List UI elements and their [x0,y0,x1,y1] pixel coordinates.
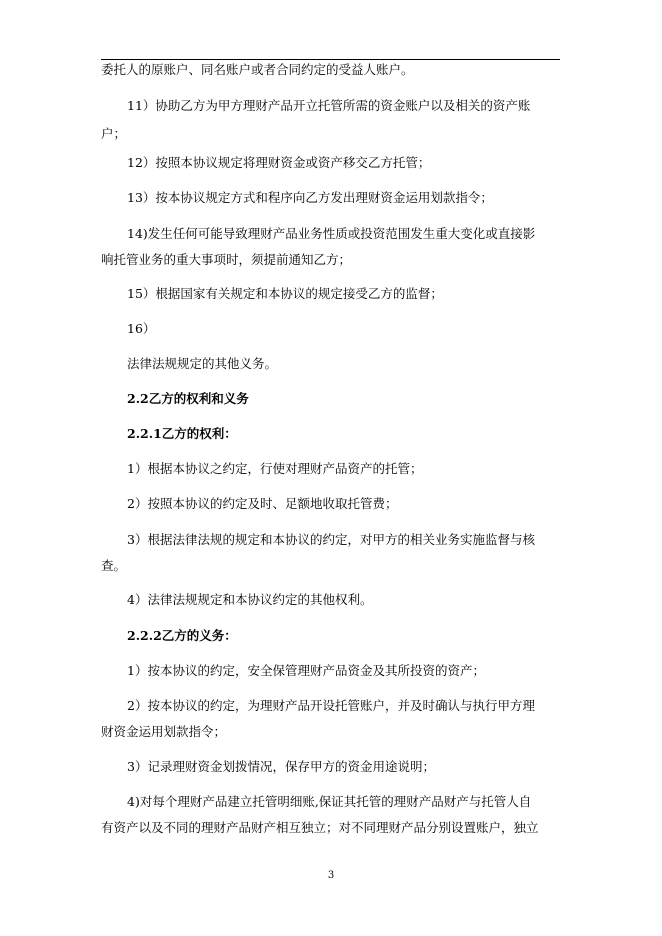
text-line-duty-2: 2）按本协议的约定，为理财产品开设托管账户，并及时确认与执行甲方理 [127,698,535,713]
page-number: 3 [327,870,335,881]
text-line-item-16: 16） [127,321,156,336]
text-line-item-11-cont: 户； [101,126,127,141]
section-heading-2-2: 2.2乙方的权利和义务 [127,391,249,406]
text-line-item-15: 15）根据国家有关规定和本协议的规定接受乙方的监督； [127,286,443,301]
text-line-duty-4-cont: 有资产以及不同的理财产品财产相互独立；对不同理财产品分别设置账户，独立 [101,820,539,835]
text-line-right-2: 2）按照本协议的约定及时、足额地收取托管费； [127,496,398,511]
text-line-continuation: 委托人的原账户、同名账户或者合同约定的受益人账户。 [101,62,414,77]
text-line-duty-4: 4)对每个理财产品建立托管明细账,保证其托管的理财产品财产与托管人自 [127,794,532,809]
text-line-item-12: 12）按照本协议规定将理财资金或资产移交乙方托管； [127,155,431,170]
text-line-right-3: 3）根据法律法规的规定和本协议的约定，对甲方的相关业务实施监督与核 [127,532,535,547]
text-line-right-1: 1）根据本协议之约定，行使对理财产品资产的托管； [127,461,423,476]
subsection-heading-2-2-2: 2.2.2乙方的义务： [127,628,237,643]
text-line-right-4: 4）法律法规规定和本协议约定的其他权利。 [127,592,373,607]
subsection-heading-2-2-1: 2.2.1乙方的权利： [127,426,237,441]
text-line-item-16-cont: 法律法规规定的其他义务。 [127,356,278,371]
text-line-item-13: 13）按本协议规定方式和程序向乙方发出理财资金运用划款指令； [127,190,493,205]
text-line-right-3-cont: 查。 [101,558,127,573]
text-line-item-14-cont: 响托管业务的重大事项时，须提前通知乙方； [101,252,352,267]
text-line-item-14: 14)发生任何可能导致理财产品业务性质或投资范围发生重大变化或直接影 [127,226,536,241]
text-line-duty-2-cont: 财资金运用划款指令； [101,724,227,739]
text-line-item-11: 11）协助乙方为甲方理财产品开立托管所需的资金账户以及相关的资产账 [127,98,531,113]
text-line-duty-3: 3）记录理财资金划拨情况，保存甲方的资金用途说明； [127,759,435,774]
header-rule [101,59,560,60]
text-line-duty-1: 1）按本协议的约定，安全保管理财产品资金及其所投资的资产； [127,663,485,678]
